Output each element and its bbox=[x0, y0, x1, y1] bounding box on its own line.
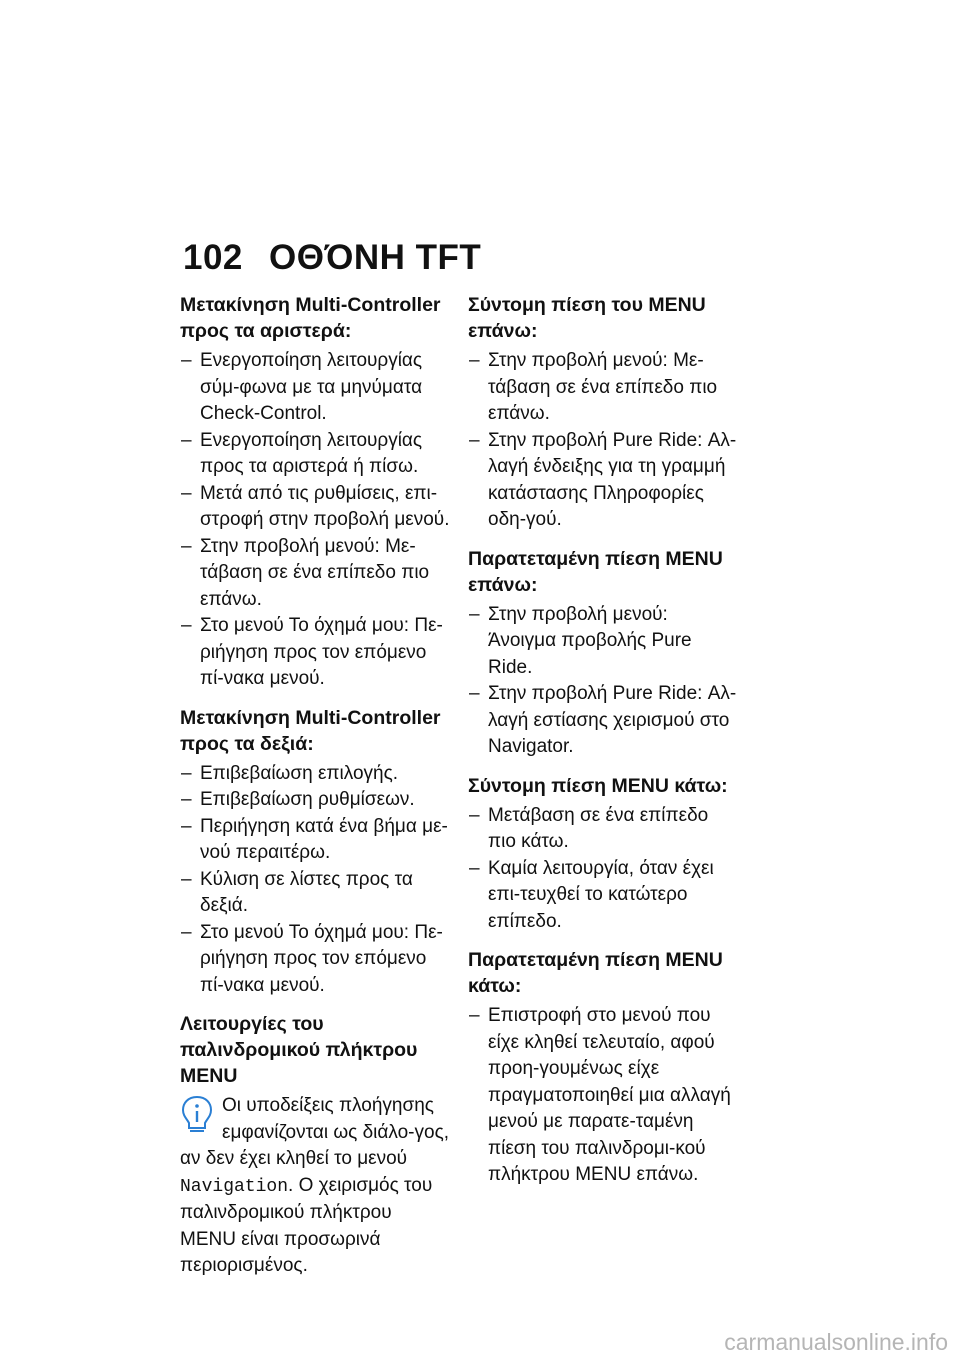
item-list bbox=[468, 348, 738, 534]
note-code: Navigation bbox=[180, 1176, 289, 1197]
section-move-right bbox=[180, 705, 450, 1000]
list-item: – Επιστροφή στο μενού που είχε κληθεί τελευταίο, αφού προη-γουμένως είχε πραγματοποιηθεί μια αλλαγή μενού με παρατε-ταμένη πίεση του παλινδρομι-κού πλήκτρου MENU επάνω. bbox=[468, 1003, 738, 1189]
item-list bbox=[468, 803, 738, 936]
section-heading: Μετακίνηση Multi-Controller προς τα δεξιά: bbox=[180, 706, 441, 755]
list-item: – Μετάβαση σε ένα επίπεδο πιο κάτω. bbox=[468, 803, 738, 856]
section-heading: Παρατεταμένη πίεση MENU επάνω: bbox=[468, 547, 723, 596]
page-number: 102 bbox=[183, 238, 243, 277]
list-item: – Στην προβολή μενού: Με-τάβαση σε ένα επίπεδο πιο επάνω. bbox=[468, 348, 738, 428]
list-item: – Περιήγηση κατά ένα βήμα με-νού περαιτέρω. bbox=[180, 814, 450, 867]
right-column bbox=[468, 292, 738, 1201]
section-long-press-up bbox=[468, 546, 738, 761]
chapter-title: ΟΘΌΝΗ TFT bbox=[269, 238, 482, 277]
list-item: – Επιβεβαίωση επιλογής. bbox=[180, 761, 450, 788]
page-header bbox=[183, 236, 763, 280]
info-icon bbox=[180, 1095, 214, 1135]
list-item: – Κύλιση σε λίστες προς τα δεξιά. bbox=[180, 867, 450, 920]
left-column bbox=[180, 292, 450, 1292]
item-list bbox=[468, 602, 738, 761]
list-item: – Στο μενού Το όχημά μου: Πε-ριήγηση προς τον επόμενο πί-νακα μενού. bbox=[180, 920, 450, 1000]
list-item: – Στην προβολή μενού: Με-τάβαση σε ένα επίπεδο πιο επάνω. bbox=[180, 534, 450, 614]
section-heading: Σύντομη πίεση του MENU επάνω: bbox=[468, 294, 706, 342]
section-short-press-down bbox=[468, 773, 738, 936]
note-text: Οι υποδείξεις πλοήγησης εμφανίζονται ως διάλο-γος, αν δεν έχει κληθεί το μενού bbox=[180, 1095, 449, 1169]
section-heading: Λειτουργίες του παλινδρομικού πλήκτρου MENU bbox=[180, 1013, 418, 1087]
note-text: . Ο χειρισμός του παλινδρομικού πλήκτρου MENU είναι προσωρινά περιορισμένος. bbox=[180, 1174, 433, 1276]
list-item: – Μετά από τις ρυθμίσεις, επι-στροφή στην προβολή μενού. bbox=[180, 481, 450, 534]
watermark: carmanualsonline.info bbox=[724, 1329, 948, 1355]
list-item: – Καμία λειτουργία, όταν έχει επι-τευχθεί το κατώτερο επίπεδο. bbox=[468, 856, 738, 936]
section-short-press-up bbox=[468, 292, 738, 534]
list-item: – Επιβεβαίωση ρυθμίσεων. bbox=[180, 787, 450, 814]
list-item: – Ενεργοποίηση λειτουργίας προς τα αριστερά ή πίσω. bbox=[180, 428, 450, 481]
item-list bbox=[180, 348, 450, 693]
list-item: – Στην προβολή Pure Ride: Αλ-λαγή ένδειξης για τη γραμμή κατάστασης Πληροφορίες οδη-γού. bbox=[468, 428, 738, 534]
section-move-left bbox=[180, 292, 450, 693]
section-heading: Μετακίνηση Multi-Controller προς τα αριστερά: bbox=[180, 294, 441, 342]
list-item: – Στην προβολή Pure Ride: Αλ-λαγή εστίασης χειρισμού στο Navigator. bbox=[468, 681, 738, 761]
section-long-press-down bbox=[468, 947, 738, 1189]
item-list bbox=[468, 1003, 738, 1189]
list-item: – Ενεργοποίηση λειτουργίας σύμ-φωνα με τα μηνύματα Check-Control. bbox=[180, 348, 450, 428]
item-list bbox=[180, 761, 450, 1000]
list-item: – Στην προβολή μενού: Άνοιγμα προβολής Pure Ride. bbox=[468, 602, 738, 682]
list-item: – Στο μενού Το όχημά μου: Πε-ριήγηση προς τον επόμενο πί-νακα μενού. bbox=[180, 613, 450, 693]
info-note bbox=[180, 1093, 450, 1280]
section-heading: Παρατεταμένη πίεση MENU κάτω: bbox=[468, 949, 723, 997]
section-heading: Σύντομη πίεση MENU κάτω: bbox=[468, 774, 728, 797]
section-menu-rocker bbox=[180, 1011, 450, 1280]
